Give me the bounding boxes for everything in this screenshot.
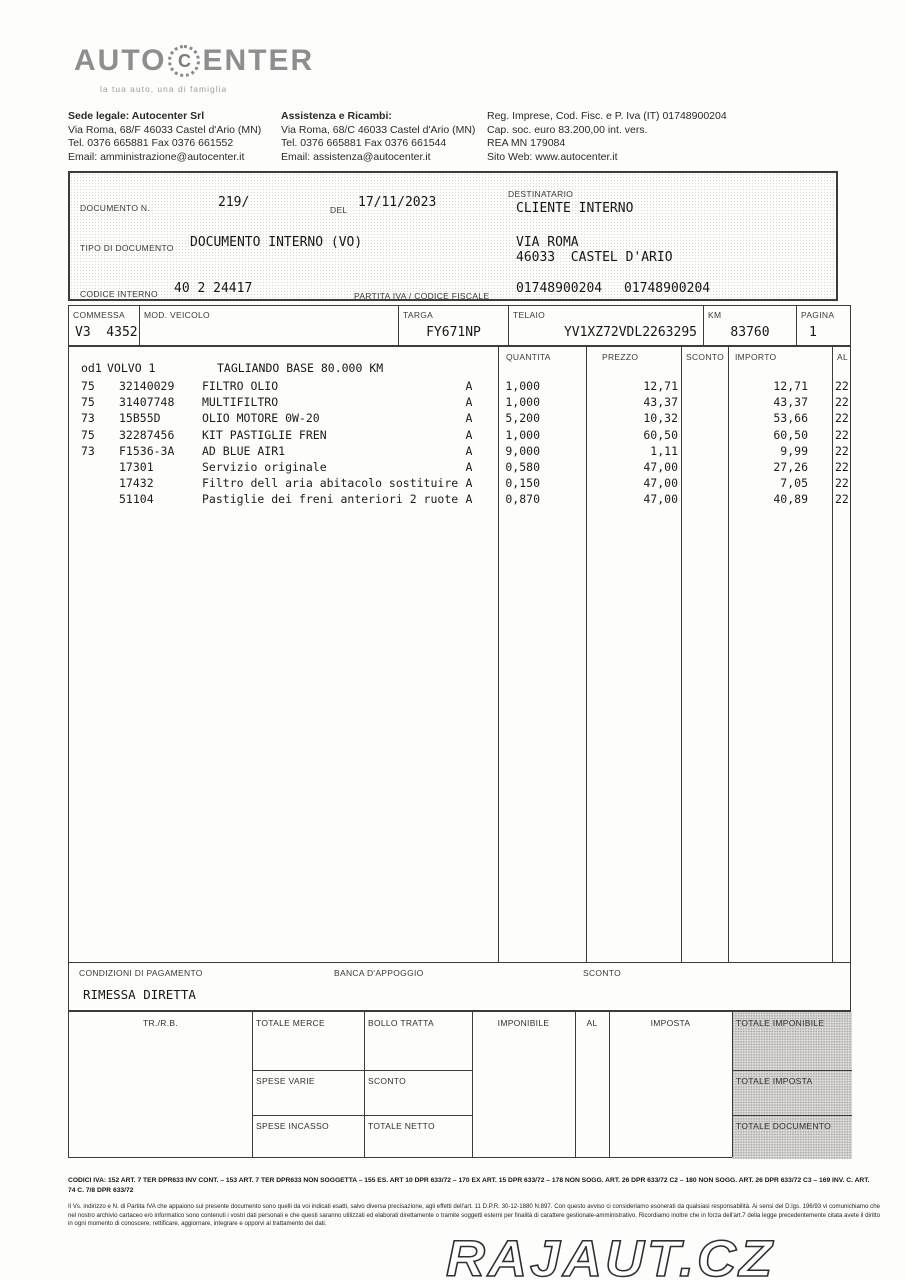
item-group-code: 75	[81, 427, 95, 442]
sconto-cell-label: SCONTO	[368, 1076, 407, 1086]
al-header: AL	[837, 352, 848, 362]
header-registry	[487, 110, 757, 164]
totale-documento-label: TOTALE DOCUMENTO	[736, 1121, 832, 1131]
document-info-box	[68, 171, 838, 301]
partita-iva-value: 01748900204	[516, 281, 603, 296]
destinatario-address1: VIA ROMA	[516, 235, 579, 250]
item-vat-code: 22	[835, 395, 849, 410]
items-rows	[69, 379, 850, 509]
sconto-label: SCONTO	[583, 968, 622, 978]
item-type-flag: A	[465, 492, 473, 507]
targa-label: TARGA	[403, 310, 434, 320]
item-row	[69, 492, 850, 508]
item-description: KIT PASTIGLIE FREN	[202, 427, 327, 442]
logo-gear-c-icon: C	[168, 45, 200, 77]
item-group-code: 75	[81, 395, 95, 410]
logo-text-left: AUTO	[74, 44, 167, 77]
sede-title: Sede legale: Autocenter Srl	[68, 110, 205, 122]
item-quantity: 0,580	[505, 459, 540, 474]
importo-header: IMPORTO	[735, 352, 777, 362]
del-label: DEL	[330, 205, 348, 215]
row-divider	[732, 1070, 852, 1071]
header-sede-legale	[68, 110, 278, 164]
item-group-code: 75	[81, 379, 95, 393]
sede-email: Email: amministrazione@autocenter.it	[68, 150, 245, 163]
item-description: FILTRO OLIO	[202, 379, 279, 393]
column-divider	[252, 1012, 253, 1157]
imposta-label: IMPOSTA	[650, 1018, 691, 1028]
item-quantity: 0,150	[505, 476, 540, 491]
item-amount: 40,89	[773, 492, 808, 507]
vat-codes-footnote: CODICI IVA: 152 ART. 7 TER DPR633 INV CONT. – 153 ART. 7 TER DPR633 NON SOGGETTA – 155 ES. ART 10 DPR 633/72 – 170 EX ART. 15 DPR 633/72 – 178 NON SOGG. ART. 26 DPR 633/72 C2 – 180 NON SOGG. ART. 26 DPR 633/72 C3 – 169 INV. C. ART. 74 C. 7/8 DPR 633/72	[68, 1177, 870, 1194]
km-cell	[704, 306, 797, 345]
documento-data-value: 17/11/2023	[358, 195, 437, 210]
assistenza-phone: Tel. 0376 665881 Fax 0376 661544	[281, 137, 447, 149]
item-amount: 43,37	[773, 395, 808, 410]
item-type-flag: A	[465, 395, 473, 410]
row-divider	[732, 1115, 852, 1116]
item-row	[69, 428, 850, 444]
documento-n-value: 219/	[218, 195, 250, 210]
item-amount: 53,66	[773, 411, 808, 426]
item-part-code: F1536-3A	[119, 443, 175, 458]
intro-description: TAGLIANDO BASE 80.000 KM	[217, 361, 384, 375]
item-quantity: 5,200	[505, 411, 540, 426]
rajaut-watermark: RAJAUT.CZ	[446, 1230, 775, 1280]
intro-code: od1	[81, 361, 102, 375]
item-vat-code: 22	[835, 492, 849, 507]
assistenza-email: Email: assistenza@autocenter.it	[281, 150, 431, 163]
item-quantity: 1,000	[505, 427, 540, 442]
payment-conditions-box	[68, 963, 851, 1011]
item-description: MULTIFILTRO	[202, 395, 279, 410]
item-vat-code: 22	[835, 379, 849, 393]
documento-n-label: DOCUMENTO N.	[80, 203, 151, 213]
bollo-tratta-label: BOLLO TRATTA	[368, 1018, 434, 1028]
item-group-code: 73	[81, 411, 95, 426]
telaio-cell	[509, 306, 704, 345]
column-divider	[472, 1012, 473, 1157]
destinatario-label: DESTINATARIO	[508, 189, 574, 199]
item-vat-code: 22	[835, 411, 849, 426]
imponibile-label: IMPONIBILE	[497, 1018, 550, 1028]
item-row	[69, 395, 850, 411]
prezzo-header: PREZZO	[602, 352, 639, 362]
item-type-flag: A	[465, 476, 473, 491]
commessa-value: V3 4352	[75, 325, 138, 340]
vehicle-info-table	[68, 305, 851, 346]
sede-phone: Tel. 0376 665881 Fax 0376 661552	[68, 137, 234, 149]
al-label: AL	[586, 1018, 598, 1028]
item-vat-code: 22	[835, 427, 849, 442]
pagina-value: 1	[809, 325, 817, 340]
autocenter-logo	[74, 44, 314, 78]
line-items-table	[68, 346, 851, 963]
item-part-code: 32140029	[119, 379, 175, 393]
item-amount: 7,05	[780, 476, 808, 491]
targa-value: FY671NP	[426, 325, 481, 340]
item-price: 47,00	[643, 459, 678, 474]
item-quantity: 1,000	[505, 379, 540, 393]
registry-sito-web: Sito Web: www.autocenter.it	[487, 150, 618, 163]
targa-cell	[399, 306, 509, 345]
item-price: 10,32	[643, 411, 678, 426]
sede-address: Via Roma, 68/F 46033 Castel d'Ario (MN)	[68, 123, 262, 136]
item-price: 60,50	[643, 427, 678, 442]
item-amount: 12,71	[773, 379, 808, 393]
item-type-flag: A	[465, 411, 473, 426]
registry-capitale: Cap. soc. euro 83.200,00 int. vers.	[487, 123, 648, 136]
totale-netto-label: TOTALE NETTO	[368, 1121, 435, 1131]
codice-fiscale-value: 01748900204	[624, 281, 711, 296]
item-amount: 27,26	[773, 459, 808, 474]
codice-interno-value: 40 2 24417	[174, 281, 253, 296]
km-label: KM	[708, 310, 722, 320]
quantita-header: QUANTITA	[506, 352, 551, 362]
item-amount: 9,99	[780, 443, 808, 458]
totals-table	[68, 1011, 851, 1158]
item-row	[69, 444, 850, 460]
intro-vehicle: VOLVO 1	[107, 361, 156, 375]
item-description: AD BLUE AIR1	[202, 443, 286, 458]
destinatario-value: CLIENTE INTERNO	[516, 201, 634, 216]
item-row	[69, 411, 850, 427]
item-row	[69, 476, 850, 492]
item-part-code: 32287456	[119, 427, 175, 442]
tipo-documento-value: DOCUMENTO INTERNO (VO)	[190, 235, 363, 250]
tipo-documento-label: TIPO DI DOCUMENTO	[80, 243, 174, 253]
telaio-value: YV1XZ72VDL2263295	[563, 325, 697, 340]
banca-appoggio-label: BANCA D'APPOGGIO	[334, 968, 424, 978]
registry-rea: REA MN 179084	[487, 137, 566, 149]
item-type-flag: A	[465, 443, 473, 458]
item-part-code: 17301	[119, 459, 154, 474]
assistenza-title: Assistenza e Ricambi:	[281, 110, 392, 122]
tr-rb-label: TR./R.B.	[143, 1018, 178, 1028]
km-value: 83760	[730, 325, 770, 340]
telaio-label: TELAIO	[513, 310, 546, 320]
item-price: 47,00	[643, 476, 678, 491]
header-assistenza	[281, 110, 486, 164]
mod-veicolo-cell	[140, 306, 399, 345]
item-price: 12,71	[643, 379, 678, 393]
item-row	[69, 460, 850, 476]
item-part-code: 31407748	[119, 395, 175, 410]
item-row	[69, 379, 850, 395]
row-divider	[252, 1070, 472, 1071]
column-divider	[732, 1012, 733, 1157]
item-group-code: 73	[81, 443, 95, 458]
totale-imposta-label: TOTALE IMPOSTA	[736, 1076, 813, 1086]
item-price: 43,37	[643, 395, 678, 410]
totale-imponibile-label: TOTALE IMPONIBILE	[736, 1018, 825, 1028]
item-vat-code: 22	[835, 443, 849, 458]
item-price: 1,11	[650, 443, 678, 458]
item-price: 47,00	[643, 492, 678, 507]
sconto-header: SCONTO	[686, 352, 725, 362]
registry-regimprese: Reg. Imprese, Cod. Fisc. e P. Iva (IT) 01748900204	[487, 110, 727, 122]
item-quantity: 1,000	[505, 395, 540, 410]
item-type-flag: A	[465, 459, 473, 474]
item-vat-code: 22	[835, 459, 849, 474]
logo-text-right: ENTER	[202, 44, 315, 77]
pagina-cell	[797, 306, 850, 345]
pagina-label: PAGINA	[801, 310, 835, 320]
codice-interno-label: CODICE INTERNO	[80, 289, 158, 299]
item-part-code: 17432	[119, 476, 154, 491]
condizioni-pagamento-value: RIMESSA DIRETTA	[83, 987, 196, 1002]
item-part-code: 51104	[119, 492, 154, 507]
spese-incasso-label: SPESE INCASSO	[256, 1121, 329, 1131]
column-divider	[575, 1012, 576, 1157]
condizioni-pagamento-label: CONDIZIONI DI PAGAMENTO	[79, 968, 203, 978]
item-description: OLIO MOTORE 0W-20	[202, 411, 320, 426]
column-divider	[609, 1012, 610, 1157]
privacy-footnote: Il Vs. indirizzo e N. di Partita IVA che appaiono sul presente documento sono quelli da voi indicati esatti, salvo diversa precisazione, agli effetti dell'art. 11 D.P.R. 30-12-1880 N.897. Con questo avviso ci consideriamo esonerati da qualsiasi responsabilità. Ai sensi del D.lgs. 196/93 vi comunichiamo che nel nostro archivio cartaceo e/o informatico sono contenuti i vostri dati personali e che questi saranno utilizzati ed elaborati direttamente o tramite soggetti esterni per finalità di carattere gestionale-amministrativo. Ricordiamo inoltre che in forza dell'art.7 della legge precedentemente citata avete il diritto in ogni momento di conoscere, rettificare, aggiornare, integrare e opporvi al trattamento dei dati.	[68, 1203, 880, 1228]
assistenza-address: Via Roma, 68/C 46033 Castel d'Ario (MN)	[281, 123, 476, 136]
item-type-flag: A	[465, 379, 473, 393]
item-description: Filtro dell aria abitacolo sostituire	[202, 476, 459, 491]
partita-iva-label: PARTITA IVA / CODICE FISCALE	[354, 291, 490, 301]
item-description: Servizio originale	[202, 459, 327, 474]
item-type-flag: A	[465, 427, 473, 442]
destinatario-address2: 46033 CASTEL D'ARIO	[516, 250, 673, 265]
mod-veicolo-label: MOD. VEICOLO	[144, 310, 210, 320]
spese-varie-label: SPESE VARIE	[256, 1076, 315, 1086]
item-amount: 60,50	[773, 427, 808, 442]
item-quantity: 9,000	[505, 443, 540, 458]
item-quantity: 0,870	[505, 492, 540, 507]
column-divider	[364, 1012, 365, 1157]
row-divider	[252, 1115, 472, 1116]
logo-tagline: la tua auto, una di famiglia	[100, 84, 228, 94]
commessa-cell	[69, 306, 140, 345]
totale-merce-label: TOTALE MERCE	[256, 1018, 325, 1028]
item-description: Pastiglie dei freni anteriori 2 ruote	[202, 492, 459, 507]
commessa-label: COMMESSA	[73, 310, 125, 320]
item-part-code: 15B55D	[119, 411, 161, 426]
item-vat-code: 22	[835, 476, 849, 491]
